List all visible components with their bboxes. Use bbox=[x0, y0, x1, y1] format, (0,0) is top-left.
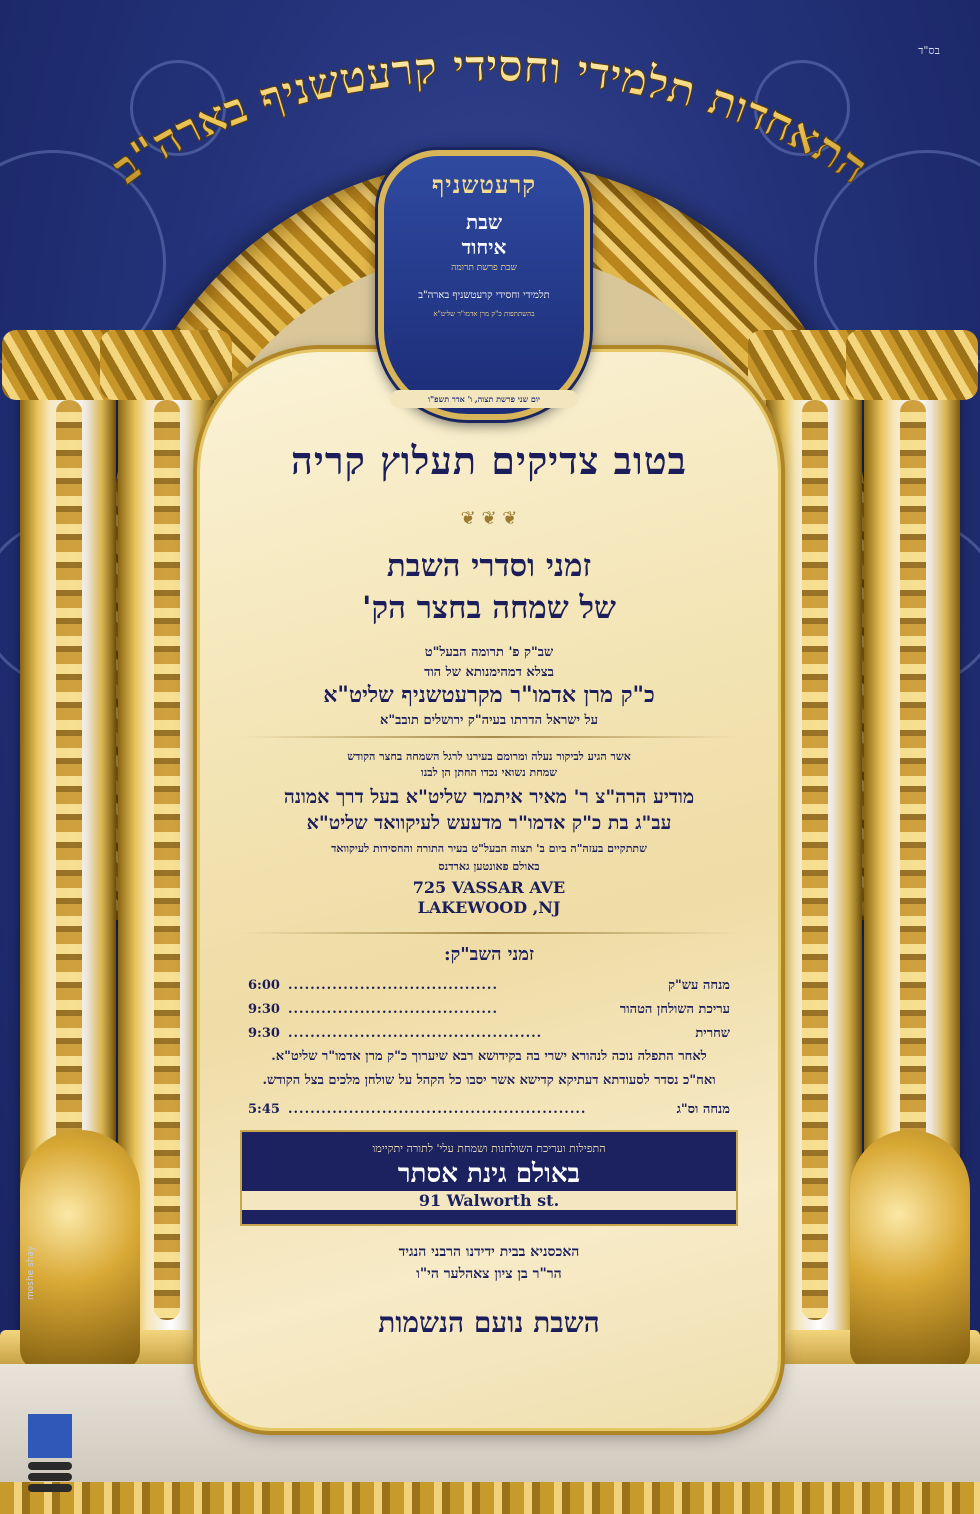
schedule-time: 6:00 bbox=[248, 978, 280, 993]
address-line-1: 725 VASSAR AVE bbox=[412, 878, 566, 897]
venue-band bbox=[240, 1130, 738, 1226]
schedule-time: 9:30 bbox=[248, 1002, 280, 1017]
column-capital bbox=[846, 330, 978, 400]
intro-line-3: כ"ק מרן אדמו"ר מקרעטשניף שליט"א bbox=[323, 682, 655, 708]
schedule-label: שחרית bbox=[695, 1026, 730, 1041]
emblem-band: יום שני פרשת תצוה, ו' אדר תשפ"ו bbox=[390, 390, 578, 408]
venue-name: באולם גינת אסתר bbox=[397, 1159, 581, 1189]
intro-line-2: בצלא דמהימנותא של הוד bbox=[424, 665, 554, 680]
schedule-note-1: לאחר התפלה נוכה לנהורא ישרי בה בקידושא רבא שיערוך כ"ק מרן אדמו"ר שליט"א. bbox=[271, 1049, 707, 1064]
left-golden-urn bbox=[20, 1130, 140, 1370]
schedule-label: מנחה עש"ק bbox=[668, 978, 730, 993]
host-line-1: האכסניא בבית ידידנו הרבני הנגיד bbox=[398, 1244, 580, 1260]
column-capital bbox=[100, 330, 232, 400]
subheading-2: של שמחה בחצר הק' bbox=[362, 590, 616, 626]
emblem-line-2: איחוד bbox=[461, 235, 507, 259]
address-line-2: LAKEWOOD ,NJ bbox=[417, 898, 561, 917]
schedule-list-last bbox=[248, 1098, 730, 1122]
divider-rule bbox=[240, 736, 738, 738]
emblem-crown-text: קרעטשניף bbox=[431, 170, 537, 199]
column-vine bbox=[802, 400, 828, 1320]
notice-line-4: עב"ג בת כ"ק אדמו"ר מדעעש לעיקוואד שליט"א bbox=[306, 812, 672, 834]
schedule-dots: .............................................. bbox=[288, 1026, 543, 1041]
designer-credit: moshe shay bbox=[26, 1245, 36, 1300]
schedule-row bbox=[248, 998, 730, 1022]
divider-rule bbox=[240, 932, 738, 934]
schedule-dots: ...................................................... bbox=[288, 1102, 587, 1117]
schedule-label: עריכת השולחן הטהור bbox=[619, 1002, 730, 1017]
intro-line-4: על ישראל הדרתו בעיה"ק ירושלים תובב"א bbox=[380, 713, 598, 728]
right-golden-urn bbox=[850, 1130, 970, 1370]
ornament-divider: ❦ ❦ ❦ bbox=[460, 508, 518, 529]
schedule-time: 9:30 bbox=[248, 1026, 280, 1041]
right-inner-column bbox=[766, 370, 862, 1380]
main-heading: בטוב צדיקים תעלוץ קריה bbox=[291, 438, 687, 483]
notice-line-2: שמחת נשואי נכדו החתן הן לבנו bbox=[420, 766, 558, 779]
designer-logo-icon bbox=[28, 1414, 72, 1500]
subheading-1: זמני וסדרי השבת bbox=[386, 548, 592, 584]
top-corner-text: בס"ד bbox=[918, 44, 940, 57]
venue-address: 91 Walworth st. bbox=[242, 1191, 736, 1210]
footer-motto: השבת נועם הנשמות bbox=[378, 1306, 600, 1339]
schedule-note-2: ואח"כ נסדר לסעודתא דעתיקא קדישא אשר יסבו כל הקהל על שולחן מלכים בצל הקודש. bbox=[262, 1073, 716, 1088]
emblem-line-5: בהשתתפות כ"ק מרן אדמו"ר שליט"א bbox=[433, 310, 535, 318]
arc-title-text: התאחדות תלמידי וחסידי קרעטשניף בארה"ב bbox=[102, 40, 877, 195]
emblem-line-4: תלמידי וחסידי קרעטשניף בארה"ב bbox=[418, 290, 550, 301]
schedule-label: מנחה וס"ג bbox=[676, 1102, 730, 1117]
notice-line-5: שתתקיים בעזה"ה ביום ב' תצוה הבעל"ט בעיר התורה והחסידות לעיקוואד bbox=[331, 842, 647, 855]
notice-line-3: מודיע הרה"צ ר' מאיר איתמר שליט"א בעל דרך אמונה bbox=[283, 786, 695, 808]
schedule-row bbox=[248, 1098, 730, 1122]
emblem-line-1: שבת bbox=[466, 210, 502, 234]
parchment-panel bbox=[200, 352, 778, 1428]
schedule-row bbox=[248, 974, 730, 998]
emblem-line-3: שבת פרשת תרומה bbox=[451, 263, 517, 273]
notice-line-6: באולם פאונטען גארדנס bbox=[438, 860, 540, 873]
column-vine bbox=[154, 400, 180, 1320]
schedule-time: 5:45 bbox=[248, 1102, 280, 1117]
schedule-dots: ...................................... bbox=[288, 978, 498, 993]
notice-line-1: אשר הגיע לביקור נעלה ומרומם בעירנו לרגל השמחה בחצר הקודש bbox=[347, 750, 631, 763]
intro-line-1: שב"ק פ' תרומה הבעל"ט bbox=[424, 645, 554, 660]
host-line-2: הר"ר בן ציון צאהלער הי"ו bbox=[416, 1266, 562, 1282]
floor-gold-trim bbox=[0, 1482, 980, 1514]
schedule-title: זמני השב"ק: bbox=[444, 944, 534, 965]
schedule-row bbox=[248, 1022, 730, 1046]
schedule-dots: ...................................... bbox=[288, 1002, 498, 1017]
venue-intro: התפילות ועריכת השולחנות ושמחת עלי' לתורה יתקיימו bbox=[372, 1142, 606, 1155]
emblem-shield bbox=[378, 150, 590, 420]
schedule-list bbox=[248, 974, 730, 1046]
